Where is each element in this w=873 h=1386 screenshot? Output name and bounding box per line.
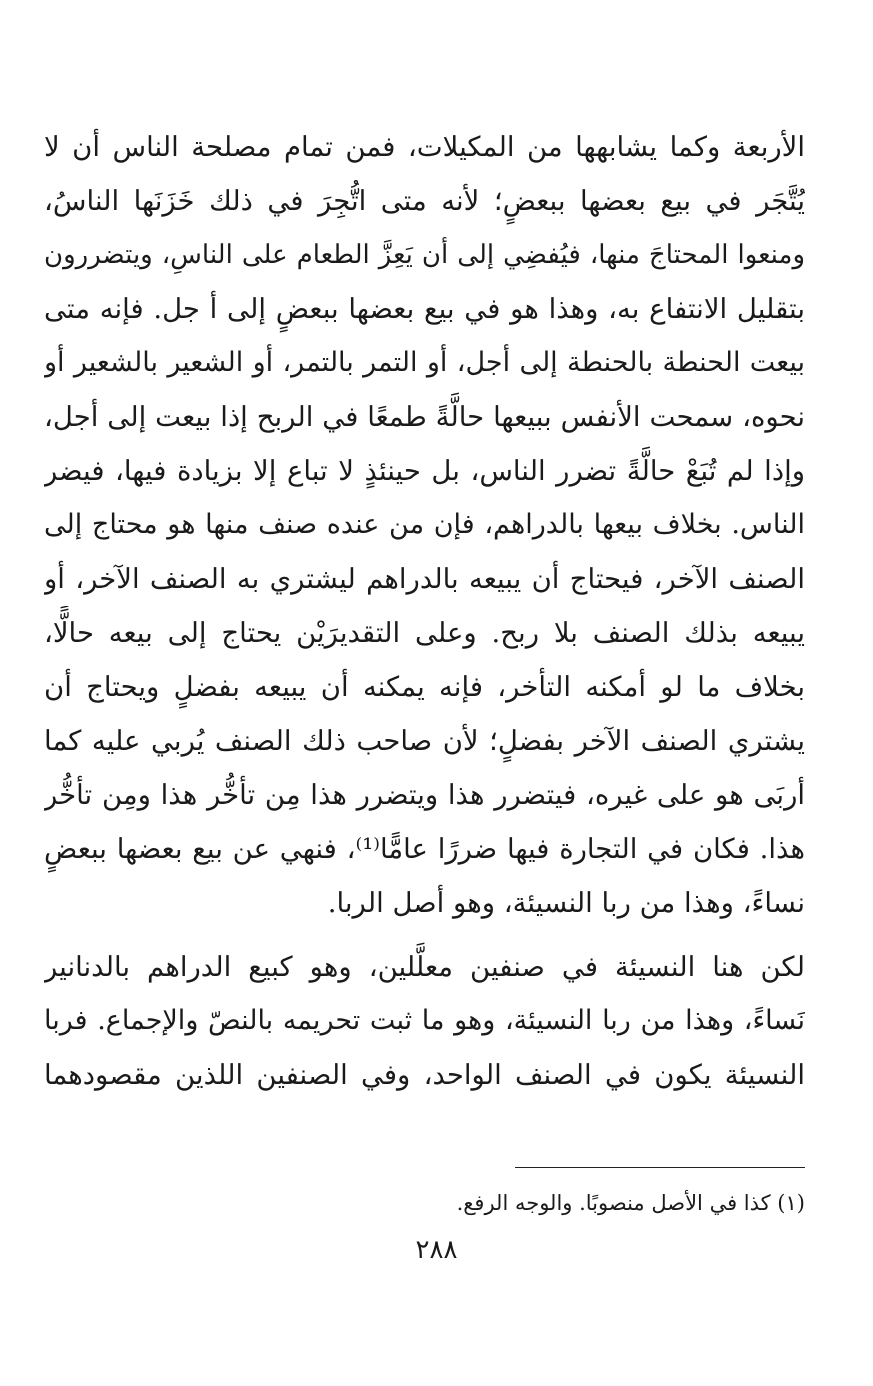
text-line: النسيئة يكون في الصنف الواحد، وفي الصنفين اللذين مقصودهما bbox=[44, 1059, 805, 1091]
text-line: يبيعه بذلك الصنف بلا ربح. وعلى التقديرَيْن يحتاج إلى بيعه حالًّا، bbox=[44, 617, 805, 649]
paragraph-1 bbox=[44, 120, 805, 930]
text-line: يشتري الصنف الآخر بفضلٍ؛ لأن صاحب ذلك الصنف يُربي عليه كما bbox=[44, 725, 805, 757]
text-line: بتقليل الانتفاع به، وهذا هو في بيع بعضها ببعضٍ إلى أ جل. فإنه متى bbox=[44, 293, 805, 325]
text-line: نحوه، سمحت الأنفس ببيعها حالَّةً طمعًا في الربح إذا بيعت إلى أجل، bbox=[44, 401, 805, 433]
text-line: بيعت الحنطة بالحنطة إلى أجل، أو التمر بالتمر، أو الشعير بالشعير أو bbox=[44, 347, 805, 378]
paragraph-2 bbox=[44, 940, 805, 1102]
text-line: الأربعة وكما يشابهها من المكيلات، فمن تمام مصلحة الناس أن لا bbox=[44, 131, 805, 163]
text-line: أربَى هو على غيره، فيتضرر هذا ويتضرر هذا مِن تأخُّر هذا ومِن تأخُّر bbox=[44, 779, 805, 811]
text-line: وإذا لم تُبَعْ حالَّةً تضرر الناس، بل حينئذٍ لا تباع إلا بزيادة فيها، فيضر bbox=[44, 455, 805, 487]
text-line: بخلاف ما لو أمكنه التأخر، فإنه يمكنه أن يبيعه بفضلٍ ويحتاج أن bbox=[44, 671, 805, 703]
text-line: ومنعوا المحتاجَ منها، فيُفضِي إلى أن يَعِزَّ الطعام على الناسِ، ويتضررون bbox=[44, 240, 805, 270]
text-line: الصنف الآخر، فيحتاج أن يبيعه بالدراهم ليشتري به الصنف الآخر، أو bbox=[44, 563, 805, 595]
footnote: (١) كذا في الأصل منصوبًا. والوجه الرفع. bbox=[456, 1191, 805, 1215]
footnote-divider bbox=[515, 1167, 805, 1168]
text-line: الناس. بخلاف بيعها بالدراهم، فإن من عنده صنف منها هو محتاج إلى bbox=[44, 509, 805, 540]
text-line: يُتَّجَر في بيع بعضها ببعضٍ؛ لأنه متى اتُّجِرَ في ذلك خَزَنَها الناسُ، bbox=[44, 185, 805, 217]
text-line: نَساءً، وهذا من ربا النسيئة، وهو ما ثبت تحريمه بالنصّ والإجماع. فربا bbox=[44, 1005, 805, 1036]
text-line: نساءً، وهذا من ربا النسيئة، وهو أصل الربا. bbox=[327, 887, 805, 919]
text-line: هذا. فكان في التجارة فيها ضررًا عامًّا⁽¹⁾، فنهي عن بيع بعضها ببعضٍ bbox=[44, 833, 805, 865]
page-number: ٢٨٨ bbox=[415, 1235, 458, 1265]
text-line: لكن هنا النسيئة في صنفين معلَّلين، وهو كبيع الدراهم بالدنانير bbox=[44, 951, 805, 983]
